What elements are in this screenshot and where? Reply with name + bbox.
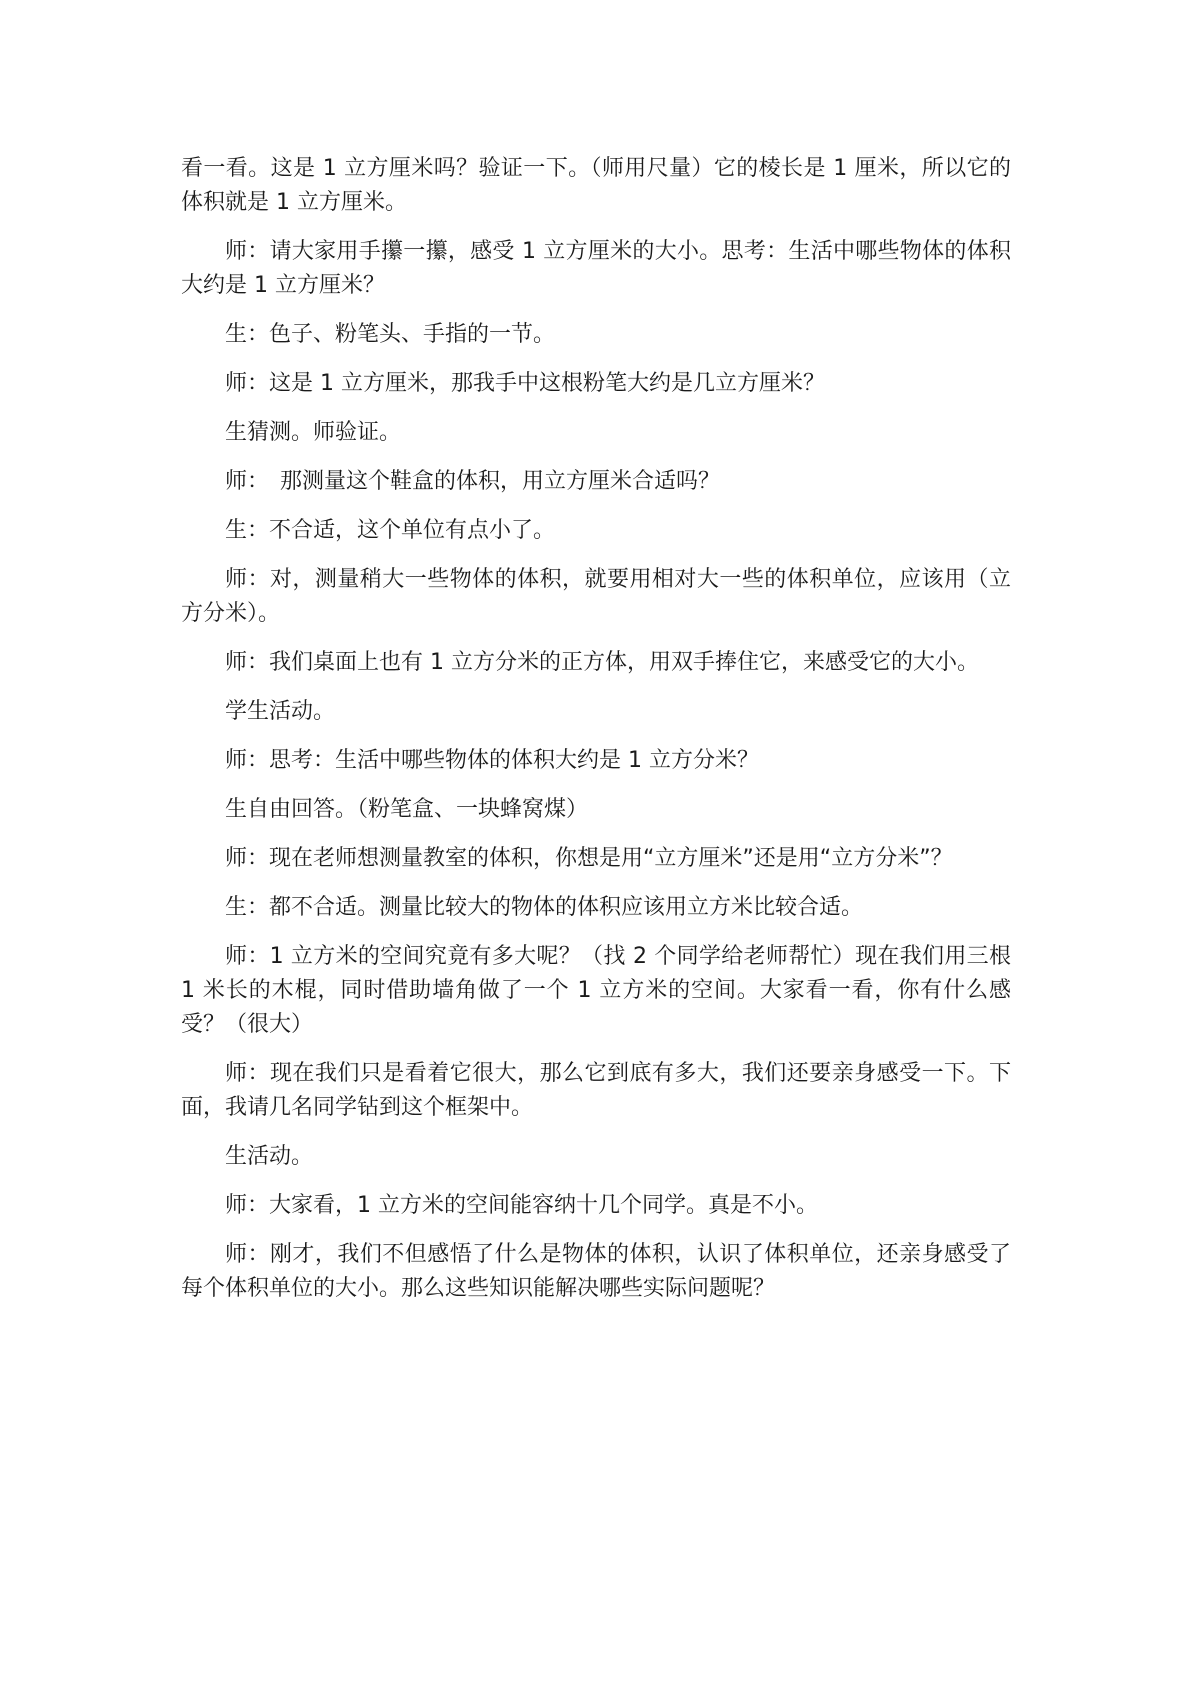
paragraph: 生猜测。师验证。	[225, 420, 402, 445]
paragraph: 师：请大家用手攥一攥，感受 1 立方厘米的大小。思考：生活中哪些物体的体积大约是 1 立方厘米？	[181, 239, 1011, 298]
paragraph: 生：色子、粉笔头、手指的一节。	[225, 322, 556, 347]
paragraph: 学生活动。	[225, 699, 336, 724]
paragraph: 师：刚才，我们不但感悟了什么是物体的体积，认识了体积单位，还亲身感受了每个体积单位的大小。那么这些知识能解决哪些实际问题呢？	[181, 1242, 1011, 1301]
paragraph: 师： 那测量这个鞋盒的体积，用立方厘米合适吗？	[225, 469, 721, 494]
paragraph: 师：现在我们只是看着它很大，那么它到底有多大，我们还要亲身感受一下。下面，我请几名同学钻到这个框架中。	[181, 1061, 1011, 1120]
paragraph: 看一看。这是 1 立方厘米吗？验证一下。（师用尺量）它的棱长是 1 厘米，所以它的体积就是 1 立方厘米。	[181, 156, 1011, 215]
paragraph: 师：对，测量稍大一些物体的体积，就要用相对大一些的体积单位，应该用（立方分米）。	[181, 567, 1011, 626]
document-body	[181, 152, 1011, 1321]
paragraph: 生：不合适，这个单位有点小了。	[225, 518, 556, 543]
paragraph: 生活动。	[225, 1144, 314, 1169]
paragraph: 师：这是 1 立方厘米，那我手中这根粉笔大约是几立方厘米？	[225, 371, 825, 396]
paragraph: 生：都不合适。测量比较大的物体的体积应该用立方米比较合适。	[225, 895, 864, 920]
paragraph: 师：大家看，1 立方米的空间能容纳十几个同学。真是不小。	[225, 1193, 818, 1218]
paragraph: 师：我们桌面上也有 1 立方分米的正方体，用双手捧住它，来感受它的大小。	[225, 650, 979, 675]
paragraph: 师：思考：生活中哪些物体的体积大约是 1 立方分米？	[225, 748, 759, 773]
paragraph: 师：1 立方米的空间究竟有多大呢？（找 2 个同学给老师帮忙）现在我们用三根 1 米长的木棍，同时借助墙角做了一个 1 立方米的空间。大家看一看，你有什么感受？（很大）	[181, 944, 1011, 1037]
paragraph: 师：现在老师想测量教室的体积，你想是用“立方厘米”还是用“立方分米”？	[225, 846, 953, 871]
paragraph: 生自由回答。（粉笔盒、一块蜂窝煤）	[225, 797, 589, 822]
